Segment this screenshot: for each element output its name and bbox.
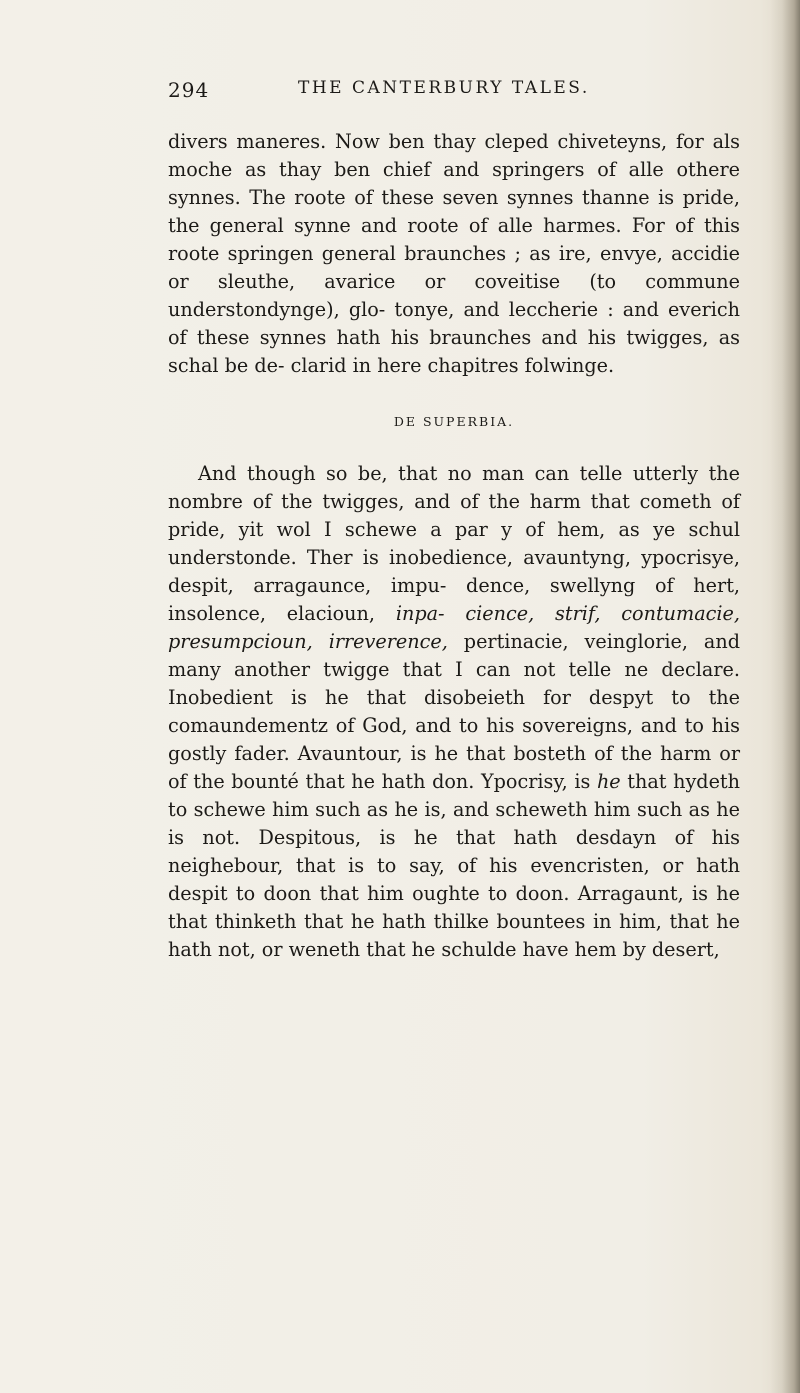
page-number: 294 <box>168 78 210 102</box>
text-block <box>168 128 740 964</box>
running-title: THE CANTERBURY TALES. <box>298 78 590 98</box>
paragraph-2 <box>168 460 740 964</box>
paragraph-1-text: divers maneres. Now ben thay cleped chiveteyns, for als moche as thay ben chief and springers of alle othere synnes. The roote of these seven synnes thanne is pride, the general synne and roote of alle harmes. For of this roote springen general braunches ; as ire, envye, accidie or sleuthe, avarice or coveitise (to commune understondynge), glo- tonye, and leccherie : and everich of these synnes hath his braunches and his twigges, as schal be de- clarid in here chapitres folwinge. <box>168 130 740 377</box>
page-edge-shadow <box>770 0 800 1393</box>
paragraph-2-text-3: that hydeth to schewe him such as he is, and scheweth him such as he is not. Despitous, is he that hath desdayn of his neighebour, that is to say, of his evencristen, or hath despit to doon that him oughte to doon. Arragaunt, is he that thinketh that he hath thilke bountees in him, that he hath not, or weneth that he schulde have hem by desert, <box>168 770 740 961</box>
paragraph-2-italic-2: he <box>596 770 621 793</box>
section-heading: DE SUPERBIA. <box>393 414 515 429</box>
paragraph-2-italic-1: inpa- cience, strif, contumacie, presumpcioun, irreverence, <box>168 602 740 653</box>
paragraph-2-text-2: pertinacie, veinglorie, and many another twigge that I can not telle ne declare. Inobedient is he that disobeieth for despyt to the comaundementz of God, and to his sovereigns, and to his gostly fader. Avauntour, is he that bosteth of the harm or of the bounté that he hath don. Ypocrisy, is <box>168 630 740 793</box>
paragraph-1 <box>168 128 740 380</box>
paragraph-2-text-1: And though so be, that no man can telle utterly the nombre of the twigges, and of the harm that cometh of pride, yit wol I schewe a par y of hem, as ye schul understonde. Ther is inobedience, avauntyng, ypocrisye, despit, arragaunce, impu- dence, swellyng of hert, insolence, elacioun, <box>168 462 740 625</box>
